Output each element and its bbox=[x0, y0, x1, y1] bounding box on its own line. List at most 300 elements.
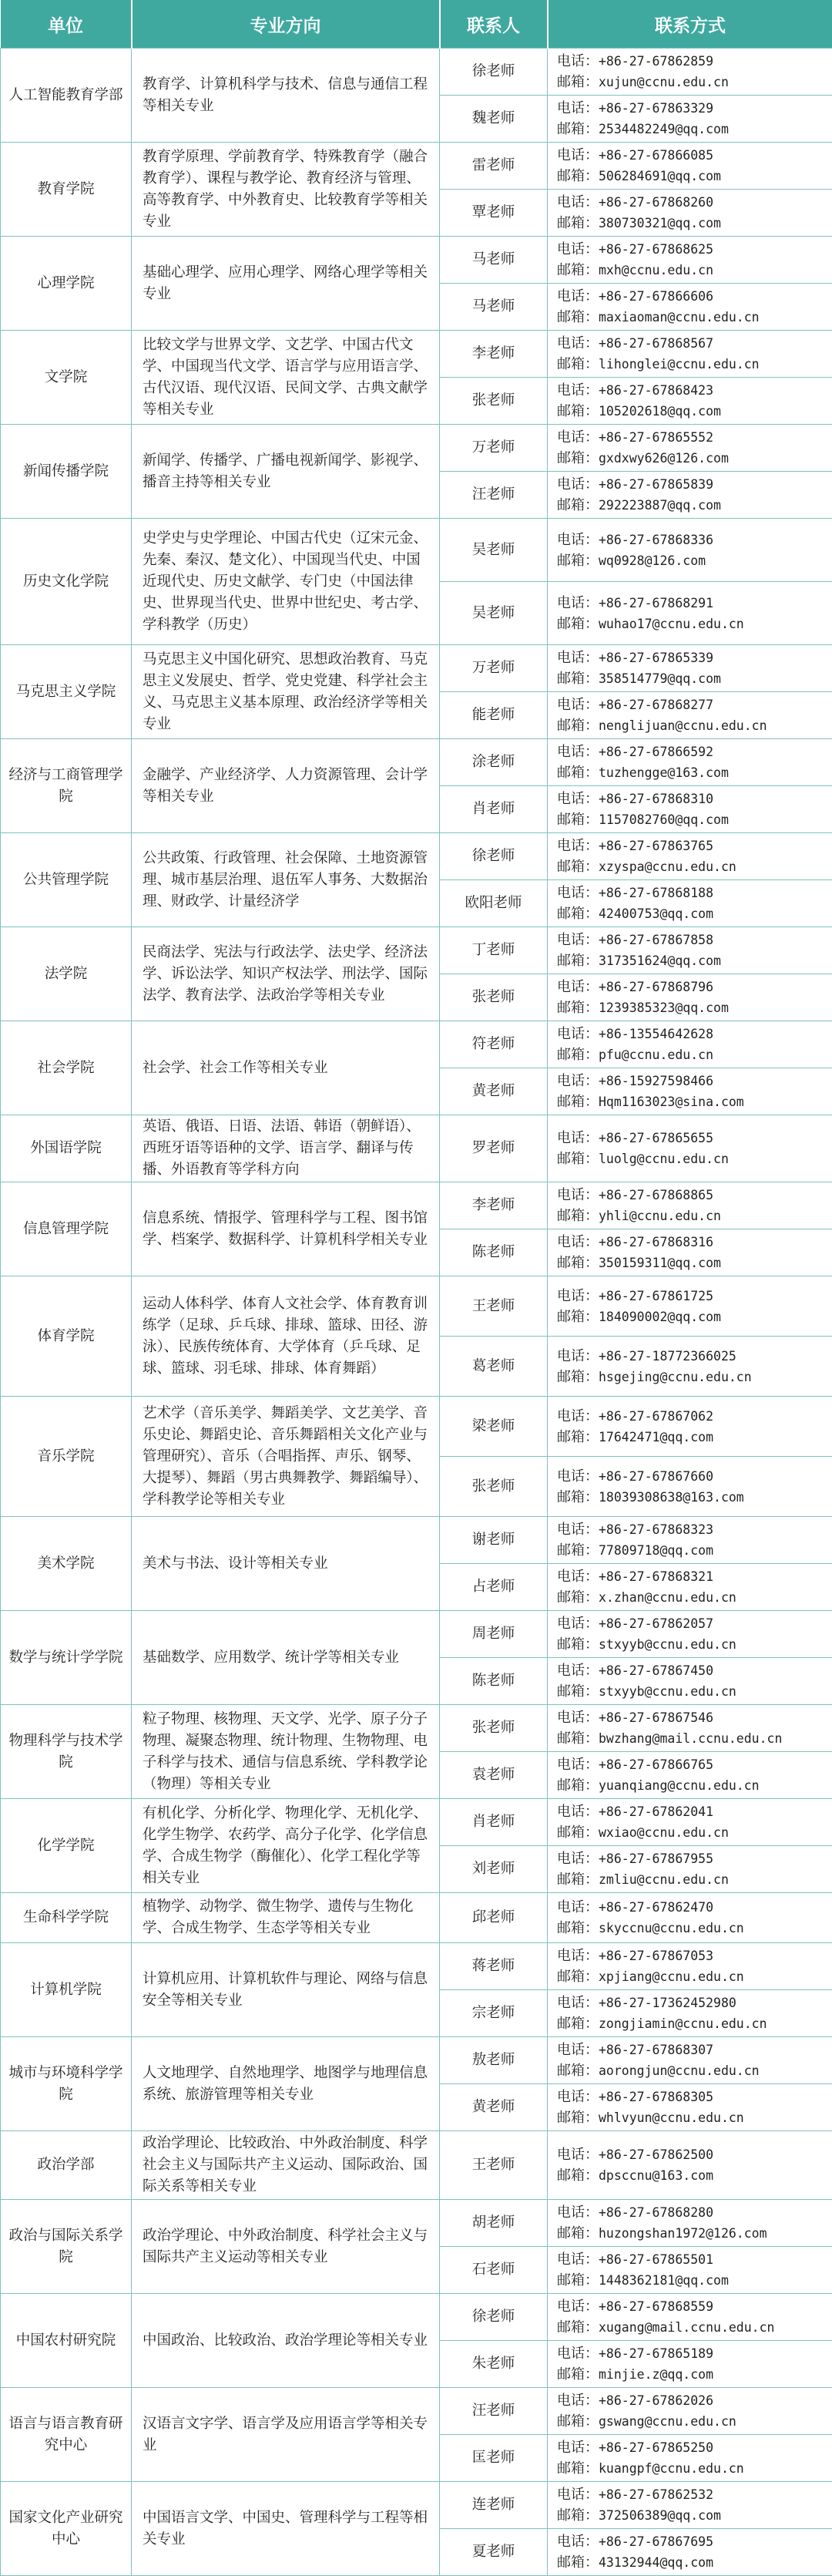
contact-person-cell: 邱老师 bbox=[440, 1893, 548, 1943]
email-address[interactable]: xujun@ccnu.edu.cn bbox=[599, 75, 729, 89]
contact-info-cell bbox=[548, 582, 832, 645]
major-cell: 汉语言文字学、语言学及应用语言学等相关专业 bbox=[132, 2388, 440, 2482]
contact-person-cell: 吴老师 bbox=[440, 582, 548, 645]
phone-label: 电话： bbox=[557, 2251, 599, 2268]
phone-number: +86-27-67866606 bbox=[599, 289, 713, 304]
table-row bbox=[1, 1893, 832, 1943]
phone-line bbox=[557, 1945, 824, 1966]
phone-number: +86-27-67863765 bbox=[599, 839, 713, 853]
email-label: 邮箱： bbox=[557, 356, 599, 372]
phone-number: +86-27-67868305 bbox=[599, 2090, 713, 2104]
phone-number: +86-27-67868796 bbox=[599, 980, 713, 994]
email-label: 邮箱： bbox=[557, 215, 599, 231]
phone-number: +86-27-67867546 bbox=[599, 1710, 713, 1725]
phone-label: 电话： bbox=[557, 650, 599, 666]
contact-person-cell: 敖老师 bbox=[440, 2037, 548, 2084]
table-row bbox=[1, 2131, 832, 2200]
major-cell: 民商法学、宪法与行政法学、法史学、经济法学、诉讼法学、知识产权法学、刑法学、国际法学、教育法学、法政治学等相关专业 bbox=[132, 927, 440, 1021]
phone-line bbox=[557, 1613, 824, 1634]
phone-number: +86-27-67862026 bbox=[599, 2393, 713, 2408]
major-cell: 教育学原理、学前教育学、特殊教育学（融合教育学）、课程与教学论、教育经济与管理、高等教育学、中外教育史、比较教育学等相关专业 bbox=[132, 143, 440, 237]
email-address[interactable]: bwzhang@mail.ccnu.edu.cn bbox=[599, 1731, 782, 1746]
email-address[interactable]: Hqm1163023@sina.com bbox=[599, 1095, 744, 1109]
contact-person-cell: 王老师 bbox=[440, 2131, 548, 2200]
contact-info-cell bbox=[548, 2294, 832, 2341]
email-address[interactable]: x.zhan@ccnu.edu.cn bbox=[599, 1590, 736, 1605]
email-address[interactable]: wuhao17@ccnu.edu.cn bbox=[599, 617, 744, 631]
phone-line bbox=[557, 1232, 824, 1253]
phone-line bbox=[557, 1286, 824, 1306]
phone-number: +86-27-67868291 bbox=[599, 596, 713, 610]
email-label: 邮箱： bbox=[557, 859, 599, 875]
phone-label: 电话： bbox=[557, 1408, 599, 1424]
email-label: 邮箱： bbox=[557, 2319, 599, 2336]
phone-label: 电话： bbox=[557, 476, 599, 493]
phone-label: 电话： bbox=[557, 1288, 599, 1304]
email-line bbox=[557, 1728, 824, 1749]
major-cell: 新闻学、传播学、广播电视新闻学、影视学、播音主持等相关专业 bbox=[132, 425, 440, 519]
phone-number: +86-27-67862041 bbox=[599, 1804, 713, 1819]
contact-info-cell bbox=[548, 1658, 832, 1705]
major-cell: 艺术学（音乐美学、舞蹈美学、文艺美学、音乐史论、舞蹈史论、音乐舞蹈相关文化产业与管理研究）、音乐（合唱指挥、声乐、钢琴、大提琴）、舞蹈（男古典舞教学、舞蹈编导）、学科教学论等相关专业 bbox=[132, 1397, 440, 1517]
unit-cell: 音乐学院 bbox=[1, 1397, 132, 1517]
email-label: 邮箱： bbox=[557, 74, 599, 90]
email-label: 邮箱： bbox=[557, 1429, 599, 1445]
phone-label: 电话： bbox=[557, 1234, 599, 1250]
email-label: 邮箱： bbox=[557, 450, 599, 466]
email-address[interactable]: 43132944@qq.com bbox=[599, 2555, 713, 2570]
table-row bbox=[1, 1517, 832, 1564]
major-cell: 粒子物理、核物理、天文学、光学、原子分子物理、凝聚态物理、统计物理、生物物理、电子科学与技术、通信与信息系统、学科教学论（物理）等相关专业 bbox=[132, 1705, 440, 1799]
phone-label: 电话： bbox=[557, 838, 599, 854]
phone-number: +86-27-67868625 bbox=[599, 242, 713, 257]
email-address[interactable]: 105202618@qq.com bbox=[599, 404, 721, 419]
phone-line bbox=[557, 474, 824, 495]
email-address[interactable]: xzyspa@ccnu.edu.cn bbox=[599, 859, 736, 874]
email-line bbox=[557, 1253, 824, 1273]
unit-cell: 数学与统计学学院 bbox=[1, 1611, 132, 1705]
phone-label: 电话： bbox=[557, 1851, 599, 1867]
contact-info-cell bbox=[548, 786, 832, 833]
email-address[interactable]: stxyyb@ccnu.edu.cn bbox=[599, 1684, 736, 1699]
phone-label: 电话： bbox=[557, 2534, 599, 2550]
email-line bbox=[557, 903, 824, 924]
contact-person-cell: 符老师 bbox=[440, 1021, 548, 1068]
email-address[interactable]: aorongjun@ccnu.edu.cn bbox=[599, 2063, 760, 2078]
major-cell: 基础心理学、应用心理学、网络心理学等相关专业 bbox=[132, 237, 440, 331]
email-line bbox=[557, 2107, 824, 2128]
email-label: 邮箱： bbox=[557, 2110, 599, 2126]
email-address[interactable]: mxh@ccnu.edu.cn bbox=[599, 263, 713, 277]
phone-label: 电话： bbox=[557, 2487, 599, 2503]
email-label: 邮箱： bbox=[557, 309, 599, 325]
email-address[interactable]: gxdxwy626@126.com bbox=[599, 451, 729, 466]
table-row bbox=[1, 1799, 832, 1846]
contact-person-cell: 黄老师 bbox=[440, 1068, 548, 1115]
phone-number: +86-27-67865552 bbox=[599, 430, 713, 445]
phone-label: 电话： bbox=[557, 2346, 599, 2362]
phone-label: 电话： bbox=[557, 2147, 599, 2163]
email-address[interactable]: 17642471@qq.com bbox=[599, 1430, 713, 1444]
contact-info-cell bbox=[548, 472, 832, 519]
email-address[interactable]: 292223887@qq.com bbox=[599, 498, 721, 513]
email-address[interactable]: whlvyun@ccnu.edu.cn bbox=[599, 2110, 744, 2125]
unit-cell: 外国语学院 bbox=[1, 1115, 132, 1182]
contact-info-cell bbox=[548, 2529, 832, 2576]
email-address[interactable]: 77809718@qq.com bbox=[599, 1543, 713, 1558]
phone-number: +86-27-67865655 bbox=[599, 1131, 713, 1145]
email-label: 邮箱： bbox=[557, 2167, 599, 2184]
email-address[interactable]: 372506389@qq.com bbox=[599, 2508, 721, 2523]
email-label: 邮箱： bbox=[557, 616, 599, 632]
phone-label: 电话： bbox=[557, 1569, 599, 1585]
phone-label: 电话： bbox=[557, 2299, 599, 2315]
major-cell: 政治学理论、中外政治制度、科学社会主义与国际共产主义运动等相关专业 bbox=[132, 2200, 440, 2294]
email-line bbox=[557, 354, 824, 375]
table-row bbox=[1, 1611, 832, 1658]
phone-line bbox=[557, 1848, 824, 1869]
contact-person-cell: 徐老师 bbox=[440, 49, 548, 96]
contact-person-cell: 能老师 bbox=[440, 692, 548, 739]
email-line bbox=[557, 495, 824, 516]
phone-line bbox=[557, 239, 824, 260]
header-contact-info: 联系方式 bbox=[548, 0, 832, 49]
unit-cell: 心理学院 bbox=[1, 237, 132, 331]
phone-line bbox=[557, 1566, 824, 1587]
unit-cell: 公共管理学院 bbox=[1, 833, 132, 927]
email-address[interactable]: xpjiang@ccnu.edu.cn bbox=[599, 1969, 744, 1984]
table-row bbox=[1, 1182, 832, 1229]
email-label: 邮箱： bbox=[557, 812, 599, 828]
table-row bbox=[1, 237, 832, 284]
phone-label: 电话： bbox=[557, 932, 599, 948]
email-line bbox=[557, 997, 824, 1018]
email-label: 邮箱： bbox=[557, 1871, 599, 1888]
contact-person-cell: 朱老师 bbox=[440, 2341, 548, 2388]
unit-cell: 人工智能教育学部 bbox=[1, 49, 132, 143]
email-line bbox=[557, 166, 824, 187]
email-line bbox=[557, 1822, 824, 1843]
email-address[interactable]: 42400753@qq.com bbox=[599, 906, 713, 921]
contact-info-cell bbox=[548, 237, 832, 284]
table-row bbox=[1, 1943, 832, 1990]
phone-label: 电话： bbox=[557, 147, 599, 163]
phone-label: 电话： bbox=[557, 1995, 599, 2011]
phone-label: 电话： bbox=[557, 1948, 599, 1964]
phone-line bbox=[557, 380, 824, 401]
email-line bbox=[557, 856, 824, 877]
phone-label: 电话： bbox=[557, 2204, 599, 2221]
phone-line bbox=[557, 1660, 824, 1681]
contact-person-cell: 周老师 bbox=[440, 1611, 548, 1658]
phone-number: +86-27-17362452980 bbox=[599, 1996, 736, 2010]
table-row bbox=[1, 331, 832, 378]
phone-line bbox=[557, 883, 824, 903]
email-address[interactable]: 358514779@qq.com bbox=[599, 671, 721, 686]
contact-person-cell: 蒋老师 bbox=[440, 1943, 548, 1990]
phone-label: 电话： bbox=[557, 194, 599, 210]
phone-label: 电话： bbox=[557, 1899, 599, 1915]
unit-cell: 社会学院 bbox=[1, 1021, 132, 1115]
phone-label: 电话： bbox=[557, 1757, 599, 1773]
contact-info-cell bbox=[548, 331, 832, 378]
contact-info-cell bbox=[548, 692, 832, 739]
email-address[interactable]: 317351624@qq.com bbox=[599, 953, 721, 968]
phone-label: 电话： bbox=[557, 1130, 599, 1146]
phone-label: 电话： bbox=[557, 429, 599, 446]
major-cell: 计算机应用、计算机软件与理论、网络与信息安全等相关专业 bbox=[132, 1943, 440, 2037]
email-address[interactable]: hsgejing@ccnu.edu.cn bbox=[599, 1370, 752, 1384]
contact-person-cell: 袁老师 bbox=[440, 1752, 548, 1799]
email-address[interactable]: maxiaoman@ccnu.edu.cn bbox=[599, 310, 760, 325]
email-line bbox=[557, 668, 824, 689]
phone-line bbox=[557, 1754, 824, 1775]
email-address[interactable]: xugang@mail.ccnu.edu.cn bbox=[599, 2320, 774, 2335]
phone-line bbox=[557, 930, 824, 950]
phone-number: +86-27-67865339 bbox=[599, 651, 713, 665]
phone-line bbox=[557, 1346, 824, 1367]
contact-info-cell bbox=[548, 2131, 832, 2200]
unit-cell: 新闻传播学院 bbox=[1, 425, 132, 519]
phone-line bbox=[557, 836, 824, 856]
email-address[interactable]: nenglijuan@ccnu.edu.cn bbox=[599, 718, 767, 733]
table-row bbox=[1, 645, 832, 692]
phone-label: 电话： bbox=[557, 2440, 599, 2456]
email-label: 邮箱： bbox=[557, 168, 599, 184]
phone-label: 电话： bbox=[557, 1073, 599, 1089]
table-row bbox=[1, 927, 832, 974]
email-address[interactable]: gswang@ccnu.edu.cn bbox=[599, 2414, 736, 2429]
major-cell: 英语、俄语、日语、法语、韩语（朝鲜语）、西班牙语等语种的文学、语言学、翻译与传播、外语教育等学科方向 bbox=[132, 1115, 440, 1182]
unit-cell: 法学院 bbox=[1, 927, 132, 1021]
major-cell: 人文地理学、自然地理学、地图学与地理信息系统、旅游管理等相关专业 bbox=[132, 2037, 440, 2131]
phone-number: +86-27-67866592 bbox=[599, 745, 713, 759]
email-line bbox=[557, 1306, 824, 1327]
email-label: 邮箱： bbox=[557, 718, 599, 734]
phone-line bbox=[557, 530, 824, 550]
contact-person-cell: 雷老师 bbox=[440, 143, 548, 190]
contact-person-cell: 覃老师 bbox=[440, 190, 548, 237]
phone-line bbox=[557, 2437, 824, 2458]
phone-label: 电话： bbox=[557, 335, 599, 351]
major-cell: 社会学、社会工作等相关专业 bbox=[132, 1021, 440, 1115]
email-address[interactable]: wxiao@ccnu.edu.cn bbox=[599, 1825, 729, 1840]
contact-info-cell bbox=[548, 1457, 832, 1517]
contact-info-cell bbox=[548, 2482, 832, 2529]
phone-line bbox=[557, 333, 824, 354]
phone-line bbox=[557, 2484, 824, 2505]
email-label: 邮箱： bbox=[557, 2460, 599, 2477]
email-label: 邮箱： bbox=[557, 2366, 599, 2383]
email-label: 邮箱： bbox=[557, 121, 599, 137]
phone-label: 电话： bbox=[557, 1710, 599, 1726]
email-label: 邮箱： bbox=[557, 1151, 599, 1167]
contact-info-cell bbox=[548, 1229, 832, 1276]
phone-line bbox=[557, 2087, 824, 2107]
email-address[interactable]: pfu@ccnu.edu.cn bbox=[599, 1048, 713, 1062]
phone-label: 电话： bbox=[557, 1187, 599, 1203]
major-cell: 金融学、产业经济学、人力资源管理、会计学等相关专业 bbox=[132, 739, 440, 833]
contact-person-cell: 连老师 bbox=[440, 2482, 548, 2529]
email-address[interactable]: lihonglei@ccnu.edu.cn bbox=[599, 357, 760, 372]
email-address[interactable]: wq0928@126.com bbox=[599, 553, 706, 568]
contact-info-cell bbox=[548, 1893, 832, 1943]
phone-line bbox=[557, 789, 824, 809]
email-address[interactable]: dpsccnu@163.com bbox=[599, 2168, 713, 2183]
phone-label: 电话： bbox=[557, 744, 599, 760]
phone-number: +86-27-67865501 bbox=[599, 2252, 713, 2267]
table-row bbox=[1, 833, 832, 880]
phone-line bbox=[557, 1406, 824, 1427]
contact-info-cell bbox=[548, 1846, 832, 1893]
phone-line bbox=[557, 2202, 824, 2223]
phone-label: 电话： bbox=[557, 382, 599, 399]
email-label: 邮箱： bbox=[557, 1969, 599, 1985]
phone-line bbox=[557, 2040, 824, 2060]
phone-line bbox=[557, 1466, 824, 1487]
phone-number: +86-27-67862859 bbox=[599, 54, 713, 69]
email-address[interactable]: kuangpf@ccnu.edu.cn bbox=[599, 2461, 744, 2476]
unit-cell: 中国农村研究院 bbox=[1, 2294, 132, 2388]
email-line bbox=[557, 1966, 824, 1987]
email-address[interactable]: skyccnu@ccnu.edu.cn bbox=[599, 1921, 744, 1935]
phone-line bbox=[557, 286, 824, 307]
email-label: 邮箱： bbox=[557, 1208, 599, 1224]
email-address[interactable]: yhli@ccnu.edu.cn bbox=[599, 1209, 721, 1223]
major-cell: 政治学理论、比较政治、中外政治制度、科学社会主义与国际共产主义运动、国际政治、国际关系等相关专业 bbox=[132, 2131, 440, 2200]
email-line bbox=[557, 1487, 824, 1508]
email-address[interactable]: 1239385323@qq.com bbox=[599, 1000, 729, 1015]
header-contact-person: 联系人 bbox=[440, 0, 548, 49]
unit-cell: 政治学部 bbox=[1, 2131, 132, 2200]
table-row bbox=[1, 519, 832, 582]
email-label: 邮箱： bbox=[557, 953, 599, 969]
contact-info-cell bbox=[548, 1276, 832, 1337]
phone-number: +86-27-67868323 bbox=[599, 1522, 713, 1537]
phone-label: 电话： bbox=[557, 1663, 599, 1679]
contact-info-cell bbox=[548, 49, 832, 96]
email-address[interactable]: 18039308638@163.com bbox=[599, 1490, 744, 1505]
email-address[interactable]: minjie.z@qq.com bbox=[599, 2367, 713, 2382]
contact-person-cell: 刘老师 bbox=[440, 1846, 548, 1893]
email-address[interactable]: 1157082760@qq.com bbox=[599, 812, 729, 827]
phone-number: +86-27-67868310 bbox=[599, 792, 713, 806]
unit-cell: 计算机学院 bbox=[1, 1943, 132, 2037]
email-line bbox=[557, 1148, 824, 1169]
unit-cell: 城市与环境科学学院 bbox=[1, 2037, 132, 2131]
email-address[interactable]: 1448362181@qq.com bbox=[599, 2273, 729, 2288]
contact-info-cell bbox=[548, 833, 832, 880]
email-line bbox=[557, 213, 824, 234]
contact-info-cell bbox=[548, 1021, 832, 1068]
phone-number: +86-27-67862532 bbox=[599, 2487, 713, 2502]
phone-label: 电话： bbox=[557, 2393, 599, 2409]
contact-person-cell: 张老师 bbox=[440, 378, 548, 425]
contact-person-cell: 罗老师 bbox=[440, 1115, 548, 1182]
email-address[interactable]: 184090002@qq.com bbox=[599, 1310, 721, 1324]
contact-person-cell: 李老师 bbox=[440, 331, 548, 378]
email-label: 邮箱： bbox=[557, 1255, 599, 1271]
email-address[interactable]: 506284691@qq.com bbox=[599, 169, 721, 183]
email-address[interactable]: zmliu@ccnu.edu.cn bbox=[599, 1872, 729, 1887]
contact-person-cell: 黄老师 bbox=[440, 2084, 548, 2131]
email-address[interactable]: yuanqiang@ccnu.edu.cn bbox=[599, 1778, 760, 1793]
email-label: 邮箱： bbox=[557, 553, 599, 569]
email-address[interactable]: 380730321@qq.com bbox=[599, 216, 721, 230]
email-address[interactable]: tuzhengge@163.com bbox=[599, 765, 729, 780]
email-address[interactable]: luolg@ccnu.edu.cn bbox=[599, 1152, 729, 1166]
email-line bbox=[557, 1540, 824, 1561]
email-line bbox=[557, 2505, 824, 2526]
table-header-row bbox=[1, 0, 832, 49]
header-major: 专业方向 bbox=[132, 0, 440, 49]
major-cell: 比较文学与世界文学、文艺学、中国古代文学、中国现当代文学、语言学与应用语言学、古代汉语、现代汉语、民间文学、古典文献学等相关专业 bbox=[132, 331, 440, 425]
table-row bbox=[1, 1397, 832, 1457]
contact-info-cell bbox=[548, 645, 832, 692]
email-label: 邮箱： bbox=[557, 2063, 599, 2079]
unit-cell: 政治与国际关系学院 bbox=[1, 2200, 132, 2294]
contact-person-cell: 张老师 bbox=[440, 1457, 548, 1517]
phone-line bbox=[557, 145, 824, 166]
email-address[interactable]: stxyyb@ccnu.edu.cn bbox=[599, 1637, 736, 1652]
email-line bbox=[557, 1869, 824, 1890]
unit-cell: 物理科学与技术学院 bbox=[1, 1705, 132, 1799]
contact-person-cell: 夏老师 bbox=[440, 2529, 548, 2576]
email-line bbox=[557, 2060, 824, 2081]
email-line bbox=[557, 1427, 824, 1448]
email-line bbox=[557, 1206, 824, 1226]
phone-label: 电话： bbox=[557, 2089, 599, 2105]
contact-person-cell: 王老师 bbox=[440, 1276, 548, 1337]
email-label: 邮箱： bbox=[557, 1369, 599, 1385]
contact-person-cell: 涂老师 bbox=[440, 739, 548, 786]
phone-number: +86-27-67865839 bbox=[599, 477, 713, 492]
email-address[interactable]: 2534482249@qq.com bbox=[599, 122, 729, 136]
phone-number: +86-15927598466 bbox=[599, 1074, 713, 1088]
major-cell: 基础数学、应用数学、统计学等相关专业 bbox=[132, 1611, 440, 1705]
email-label: 邮箱： bbox=[557, 1047, 599, 1063]
unit-cell: 体育学院 bbox=[1, 1276, 132, 1397]
table-row bbox=[1, 49, 832, 96]
email-label: 邮箱： bbox=[557, 262, 599, 278]
phone-line bbox=[557, 1993, 824, 2013]
phone-line bbox=[557, 1707, 824, 1728]
unit-cell: 历史文化学院 bbox=[1, 519, 132, 645]
email-label: 邮箱： bbox=[557, 2225, 599, 2241]
email-address[interactable]: huzongshan1972@126.com bbox=[599, 2226, 767, 2241]
phone-line bbox=[557, 1128, 824, 1148]
email-line bbox=[557, 1091, 824, 1112]
email-address[interactable]: zongjiamin@ccnu.edu.cn bbox=[599, 2016, 767, 2031]
contact-info-cell bbox=[548, 1564, 832, 1611]
phone-number: +86-27-67868316 bbox=[599, 1235, 713, 1249]
phone-line bbox=[557, 1519, 824, 1540]
major-cell: 美术与书法、设计等相关专业 bbox=[132, 1517, 440, 1611]
email-line bbox=[557, 2317, 824, 2338]
email-address[interactable]: 350159311@qq.com bbox=[599, 1256, 721, 1270]
email-line bbox=[557, 1634, 824, 1655]
major-cell: 史学史与史学理论、中国古代史（辽宋元金、先秦、秦汉、楚文化）、中国现当代史、中国近现代史、历史文献学、专门史（中国法律史、世界现当代史、世界中世纪史、考古学、学科教学（历史） bbox=[132, 519, 440, 645]
contact-info-cell bbox=[548, 2247, 832, 2294]
email-line bbox=[557, 260, 824, 281]
table-row bbox=[1, 425, 832, 472]
phone-number: +86-27-67867858 bbox=[599, 933, 713, 947]
phone-line bbox=[557, 694, 824, 715]
phone-label: 电话： bbox=[557, 100, 599, 116]
unit-cell: 生命科学学院 bbox=[1, 1893, 132, 1943]
major-cell: 中国政治、比较政治、政治学理论等相关专业 bbox=[132, 2294, 440, 2388]
major-cell: 马克思主义中国化研究、思想政治教育、马克思主义发展史、哲学、党史党建、科学社会主义、马克思主义基本原理、政治经济学等相关专业 bbox=[132, 645, 440, 739]
